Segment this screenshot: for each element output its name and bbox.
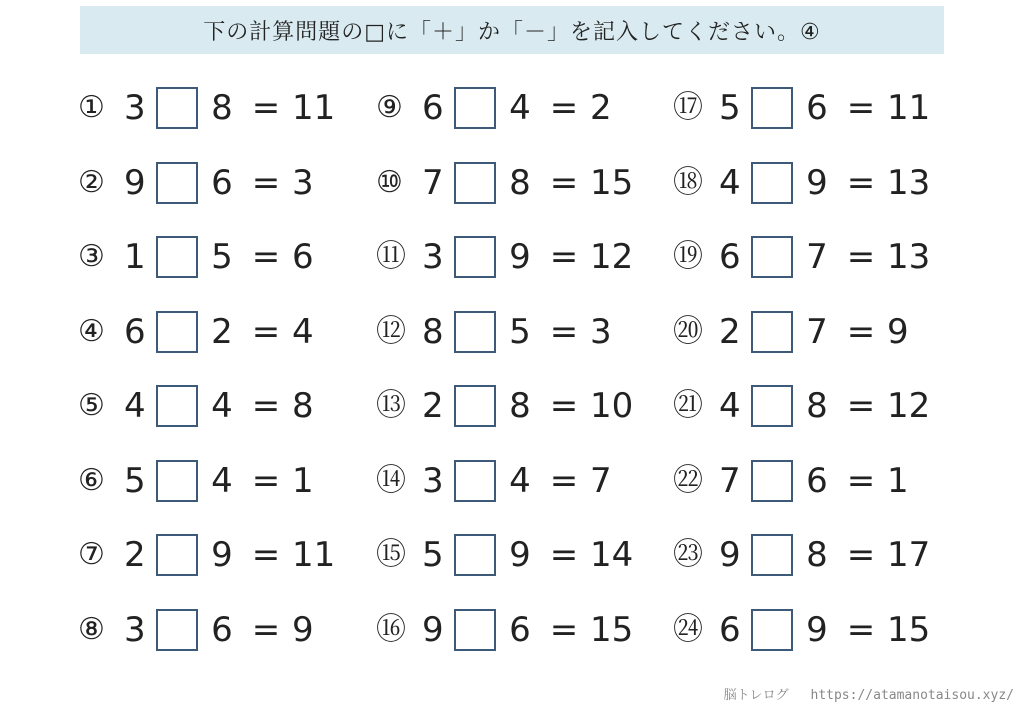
- equals-sign: =: [251, 237, 281, 277]
- first-operand: 5: [124, 461, 146, 501]
- first-operand: 7: [422, 163, 444, 203]
- equals-sign: =: [846, 386, 876, 426]
- operator-answer-box[interactable]: [156, 385, 198, 427]
- equals-sign: =: [846, 163, 876, 203]
- problem-row: [673, 308, 909, 356]
- second-operand: 5: [211, 237, 233, 277]
- operator-answer-box[interactable]: [751, 460, 793, 502]
- problem-number: ⑲: [673, 239, 703, 274]
- first-operand: 4: [719, 386, 741, 426]
- result-value: 1: [887, 461, 909, 501]
- problem-number: ⑯: [376, 612, 406, 647]
- first-operand: 6: [422, 88, 444, 128]
- equals-sign: =: [846, 88, 876, 128]
- second-operand: 4: [211, 386, 233, 426]
- second-operand: 6: [211, 610, 233, 650]
- problem-number: ⑤: [78, 388, 105, 423]
- second-operand: 9: [806, 610, 828, 650]
- result-value: 10: [590, 386, 634, 426]
- equals-sign: =: [549, 88, 579, 128]
- problem-row: [376, 606, 633, 654]
- operator-answer-box[interactable]: [454, 311, 496, 353]
- result-value: 12: [590, 237, 634, 277]
- problem-number: ㉓: [673, 537, 703, 572]
- second-operand: 4: [509, 461, 531, 501]
- second-operand: 9: [509, 237, 531, 277]
- operator-answer-box[interactable]: [454, 609, 496, 651]
- first-operand: 3: [422, 461, 444, 501]
- first-operand: 5: [422, 535, 444, 575]
- first-operand: 2: [719, 312, 741, 352]
- problem-row: [376, 159, 633, 207]
- first-operand: 7: [719, 461, 741, 501]
- first-operand: 3: [124, 88, 146, 128]
- operator-answer-box[interactable]: [454, 87, 496, 129]
- operator-answer-box[interactable]: [454, 162, 496, 204]
- second-operand: 6: [211, 163, 233, 203]
- equals-sign: =: [846, 461, 876, 501]
- second-operand: 4: [211, 461, 233, 501]
- equals-sign: =: [251, 535, 281, 575]
- second-operand: 9: [509, 535, 531, 575]
- operator-answer-box[interactable]: [751, 385, 793, 427]
- second-operand: 9: [211, 535, 233, 575]
- result-value: 15: [887, 610, 931, 650]
- problem-number: ⑪: [376, 239, 406, 274]
- result-value: 11: [292, 88, 336, 128]
- problem-number: ⑭: [376, 463, 406, 498]
- problem-number: ⑨: [376, 90, 403, 125]
- problem-row: [673, 382, 930, 430]
- problem-number: ⑦: [78, 537, 105, 572]
- problem-row: [78, 308, 314, 356]
- first-operand: 4: [124, 386, 146, 426]
- second-operand: 6: [806, 88, 828, 128]
- operator-answer-box[interactable]: [751, 87, 793, 129]
- result-value: 4: [292, 312, 314, 352]
- equals-sign: =: [251, 88, 281, 128]
- first-operand: 1: [124, 237, 146, 277]
- result-value: 9: [292, 610, 314, 650]
- equals-sign: =: [846, 610, 876, 650]
- first-operand: 9: [719, 535, 741, 575]
- equals-sign: =: [251, 312, 281, 352]
- second-operand: 9: [806, 163, 828, 203]
- problem-row: [673, 84, 930, 132]
- problem-row: [376, 308, 612, 356]
- problem-row: [78, 606, 314, 654]
- second-operand: 6: [806, 461, 828, 501]
- second-operand: 7: [806, 312, 828, 352]
- operator-answer-box[interactable]: [156, 609, 198, 651]
- result-value: 14: [590, 535, 634, 575]
- page-title: 下の計算問題の□に「＋」か「－」を記入してください。④: [80, 6, 944, 54]
- problem-row: [78, 233, 314, 281]
- problem-number: ㉔: [673, 612, 703, 647]
- operator-answer-box[interactable]: [156, 162, 198, 204]
- first-operand: 5: [719, 88, 741, 128]
- result-value: 9: [887, 312, 909, 352]
- second-operand: 8: [806, 535, 828, 575]
- problem-row: [673, 457, 909, 505]
- equals-sign: =: [549, 461, 579, 501]
- problem-number: ④: [78, 314, 105, 349]
- first-operand: 9: [422, 610, 444, 650]
- equals-sign: =: [549, 386, 579, 426]
- problem-number: ②: [78, 165, 105, 200]
- problem-row: [376, 531, 633, 579]
- first-operand: 4: [719, 163, 741, 203]
- operator-answer-box[interactable]: [156, 534, 198, 576]
- second-operand: 6: [509, 610, 531, 650]
- second-operand: 2: [211, 312, 233, 352]
- first-operand: 2: [422, 386, 444, 426]
- operator-answer-box[interactable]: [751, 162, 793, 204]
- problem-number: ⑧: [78, 612, 105, 647]
- problem-number: ⑰: [673, 90, 703, 125]
- problem-number: ㉒: [673, 463, 703, 498]
- problem-row: [376, 457, 612, 505]
- problem-row: [78, 531, 335, 579]
- operator-answer-box[interactable]: [454, 460, 496, 502]
- result-value: 2: [590, 88, 612, 128]
- footer: [724, 684, 1014, 703]
- problem-row: [673, 531, 930, 579]
- problem-number: ①: [78, 90, 105, 125]
- first-operand: 6: [719, 610, 741, 650]
- result-value: 13: [887, 237, 931, 277]
- second-operand: 5: [509, 312, 531, 352]
- operator-answer-box[interactable]: [454, 534, 496, 576]
- first-operand: 8: [422, 312, 444, 352]
- operator-answer-box[interactable]: [454, 236, 496, 278]
- result-value: 11: [887, 88, 931, 128]
- second-operand: 8: [211, 88, 233, 128]
- problem-row: [376, 233, 633, 281]
- result-value: 3: [590, 312, 612, 352]
- problem-number: ㉑: [673, 388, 703, 423]
- problem-number: ⑱: [673, 165, 703, 200]
- operator-answer-box[interactable]: [751, 609, 793, 651]
- first-operand: 3: [422, 237, 444, 277]
- problem-number: ⑮: [376, 537, 406, 572]
- problem-number: ⑳: [673, 314, 703, 349]
- problem-number: ③: [78, 239, 105, 274]
- second-operand: 8: [806, 386, 828, 426]
- operator-answer-box[interactable]: [751, 534, 793, 576]
- problem-row: [78, 159, 314, 207]
- problem-row: [376, 382, 633, 430]
- equals-sign: =: [251, 461, 281, 501]
- problem-number: ⑫: [376, 314, 406, 349]
- equals-sign: =: [846, 312, 876, 352]
- problem-row: [673, 606, 930, 654]
- operator-answer-box[interactable]: [156, 87, 198, 129]
- equals-sign: =: [251, 163, 281, 203]
- operator-answer-box[interactable]: [156, 311, 198, 353]
- result-value: 1: [292, 461, 314, 501]
- result-value: 12: [887, 386, 931, 426]
- result-value: 13: [887, 163, 931, 203]
- first-operand: 2: [124, 535, 146, 575]
- first-operand: 9: [124, 163, 146, 203]
- result-value: 15: [590, 610, 634, 650]
- first-operand: 6: [124, 312, 146, 352]
- second-operand: 8: [509, 163, 531, 203]
- operator-answer-box[interactable]: [751, 236, 793, 278]
- second-operand: 8: [509, 386, 531, 426]
- result-value: 6: [292, 237, 314, 277]
- equals-sign: =: [846, 535, 876, 575]
- problem-row: [376, 84, 612, 132]
- equals-sign: =: [549, 535, 579, 575]
- result-value: 8: [292, 386, 314, 426]
- problem-row: [78, 457, 314, 505]
- problem-number: ⑥: [78, 463, 105, 498]
- footer-brand: 脳トレログ: [723, 688, 789, 703]
- second-operand: 7: [806, 237, 828, 277]
- second-operand: 4: [509, 88, 531, 128]
- first-operand: 6: [719, 237, 741, 277]
- equals-sign: =: [549, 610, 579, 650]
- problem-row: [78, 382, 314, 430]
- result-value: 3: [292, 163, 314, 203]
- result-value: 11: [292, 535, 336, 575]
- result-value: 7: [590, 461, 612, 501]
- operator-answer-box[interactable]: [454, 385, 496, 427]
- problem-number: ⑩: [376, 165, 403, 200]
- footer-url[interactable]: https://atamanotaisou.xyz/: [810, 688, 1014, 703]
- operator-answer-box[interactable]: [751, 311, 793, 353]
- equals-sign: =: [549, 163, 579, 203]
- first-operand: 3: [124, 610, 146, 650]
- operator-answer-box[interactable]: [156, 460, 198, 502]
- equals-sign: =: [251, 386, 281, 426]
- equals-sign: =: [549, 237, 579, 277]
- result-value: 15: [590, 163, 634, 203]
- problem-row: [673, 233, 930, 281]
- problem-row: [78, 84, 335, 132]
- equals-sign: =: [846, 237, 876, 277]
- problem-row: [673, 159, 930, 207]
- equals-sign: =: [251, 610, 281, 650]
- equals-sign: =: [549, 312, 579, 352]
- result-value: 17: [887, 535, 931, 575]
- operator-answer-box[interactable]: [156, 236, 198, 278]
- problem-number: ⑬: [376, 388, 406, 423]
